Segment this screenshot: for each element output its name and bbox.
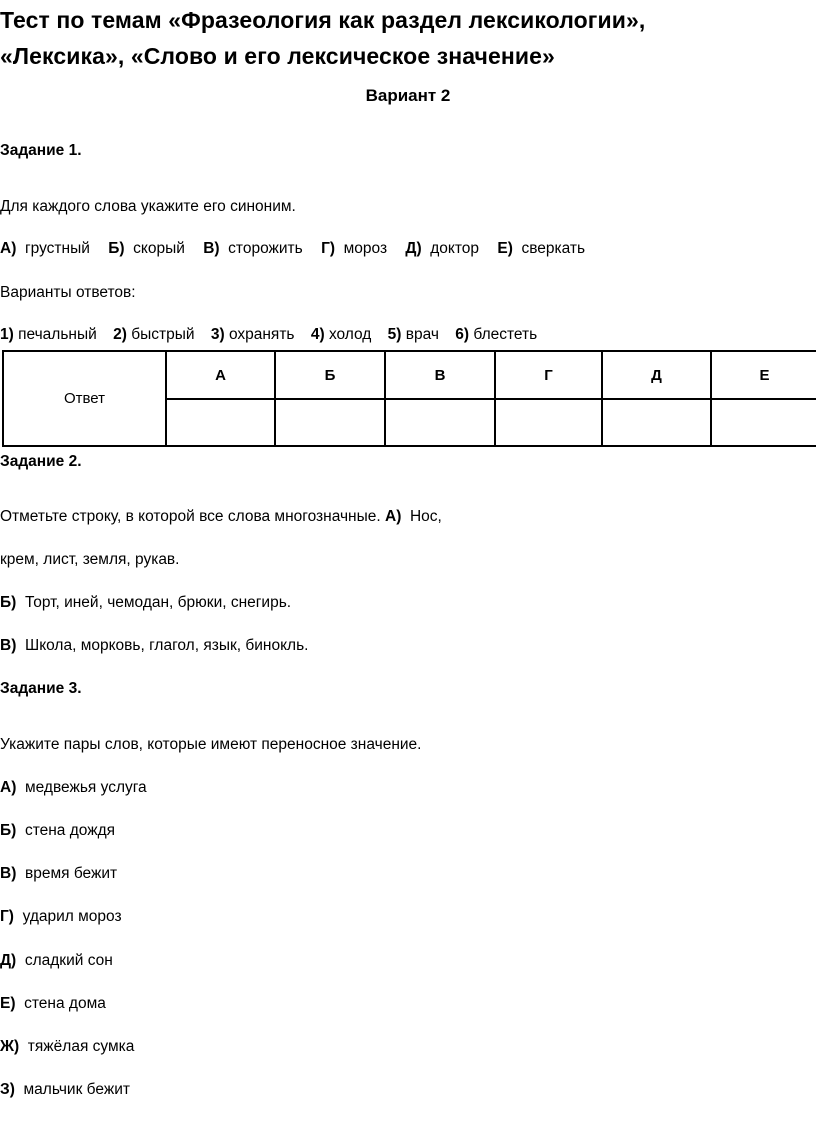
task-1-answers-label: Варианты ответов: [0,284,136,301]
answer-option: 2) быстрый [113,326,195,343]
task-1-words [0,239,585,259]
task-2-instruction: Отметьте строку, в которой все слова многозначные. А) Нос, [0,508,442,525]
answer-option: 1) печальный [0,326,97,343]
task-1-answers [0,325,537,345]
answer-table [2,350,816,447]
task-3-option: Д) сладкий сон [0,952,113,969]
task-3-option: Г) ударил мороз [0,908,122,925]
task-3-option: А) медвежья услуга [0,779,147,796]
task-2-option-b: Б) Торт, иней, чемодан, брюки, снегирь. [0,594,292,611]
task-2-heading: Задание 2. [0,453,82,470]
word-option: Г) мороз [321,240,388,257]
title-line-2: «Лексика», «Слово и его лексическое значение» [0,43,555,69]
column-header: А [166,351,275,399]
task-3-heading: Задание 3. [0,680,82,697]
task-1-heading: Задание 1. [0,142,82,159]
document-title [0,2,645,74]
answer-option: 6) блестеть [455,326,538,343]
word-option: Б) скорый [108,240,185,257]
answer-row-label: Ответ [3,351,166,446]
word-option: Д) доктор [405,240,480,257]
answer-cell[interactable] [166,399,275,446]
column-header: Г [495,351,602,399]
answer-cell[interactable] [275,399,385,446]
task-3-instruction: Укажите пары слов, которые имеют переносное значение. [0,736,422,753]
task-3-option: Е) стена дома [0,995,106,1012]
task-2-option-c: В) Школа, морковь, глагол, язык, бинокль. [0,637,309,654]
task-3-option: Ж) тяжёлая сумка [0,1038,135,1055]
column-header: Д [602,351,711,399]
answer-cell[interactable] [495,399,602,446]
answer-option: 3) охранять [210,326,295,343]
answer-option: 5) врач [387,326,439,343]
column-header: Е [711,351,816,399]
answer-option: 4) холод [310,326,372,343]
task-1-instruction: Для каждого слова укажите его синоним. [0,198,296,215]
task-3-option: Б) стена дождя [0,822,116,839]
word-option: Е) сверкать [497,240,586,257]
variant-label: Вариант 2 [365,86,451,105]
answer-cell[interactable] [385,399,495,446]
task-3-option: З) мальчик бежит [0,1081,130,1098]
answer-cell[interactable] [602,399,711,446]
column-header: В [385,351,495,399]
word-option: В) сторожить [203,240,303,257]
task-3-option: В) время бежит [0,865,118,882]
title-line-1: Тест по темам «Фразеология как раздел лексикологии», [0,7,646,33]
word-option: А) грустный [0,240,90,257]
column-header: Б [275,351,385,399]
task-2-option-a-cont: крем, лист, земля, рукав. [0,551,180,568]
answer-cell[interactable] [711,399,816,446]
